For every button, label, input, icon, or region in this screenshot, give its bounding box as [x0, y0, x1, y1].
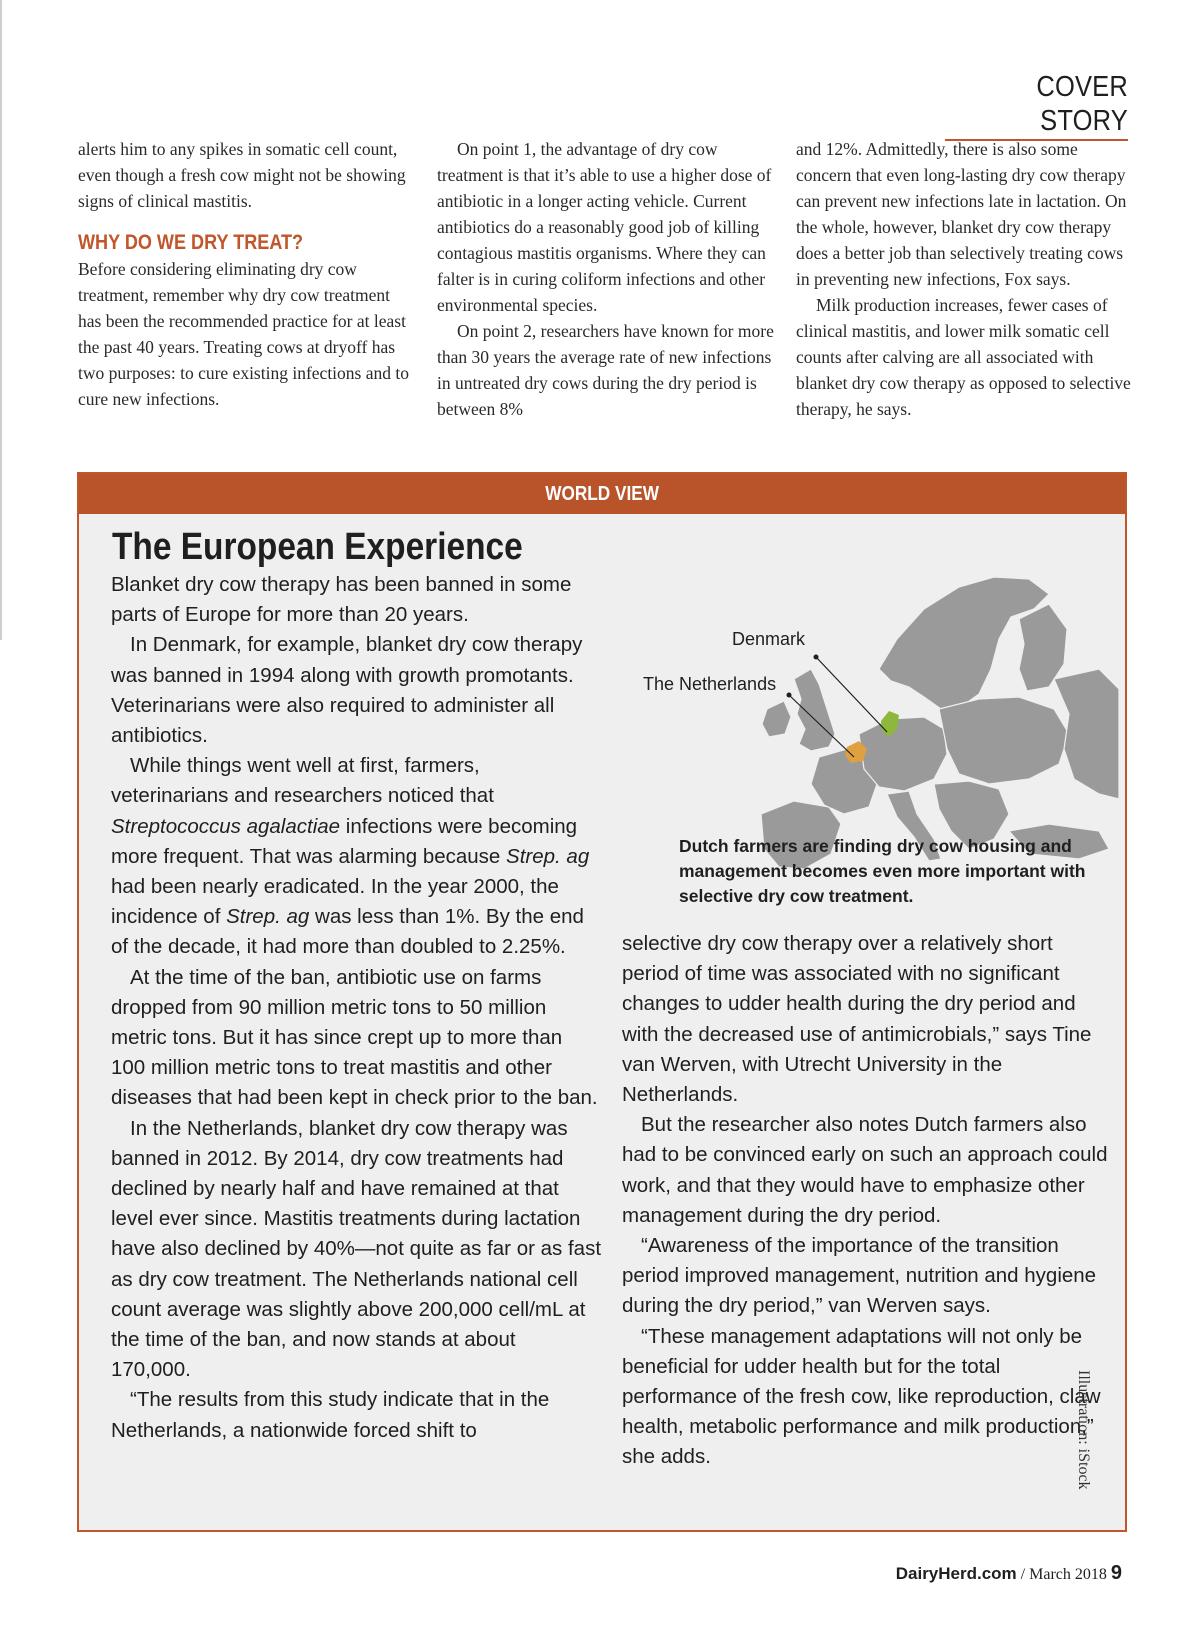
- page-footer: [896, 1562, 1122, 1585]
- eastern-europe-shape: [939, 697, 1069, 784]
- great-britain-shape: [794, 669, 835, 751]
- map-caption: Dutch farmers are finding dry cow housing and management becomes even more important with selective dry cow treatment.: [679, 836, 1086, 906]
- ireland-shape: [762, 701, 791, 737]
- sidebar-paragraph: In Denmark, for example, blanket dry cow therapy was banned in 1994 along with growth promotants. Veterinarians were also required to administer all antibiotics.: [111, 633, 583, 748]
- article-paragraph: alerts him to any spikes in somatic cell count, even though a fresh cow might not be showing signs of clinical mastitis.: [78, 139, 406, 211]
- sidebar-paragraph: “Awareness of the importance of the transition period improved management, nutrition and hygiene during the dry period,” van Werven says.: [622, 1234, 1097, 1318]
- sidebar-paragraph: “The results from this study indicate that in the Netherlands, a nationwide forced shift to: [111, 1388, 550, 1442]
- sidebar-paragraph: But the researcher also notes Dutch farmers also had to be convinced early on such an approach could work, and that they would have to emphasize other management during the dry period.: [622, 1113, 1108, 1227]
- article-paragraph: On point 2, researchers have known for more than 30 years the average rate of new infections in untreated dry cows during the dry period is between 8%: [437, 321, 774, 419]
- sidebar-paragraph: selective dry cow therapy over a relatively short period of time was associated with no significant changes to udder health during the dry period and with the decreased use of antimicrobials,” says Tine van Werven, with Utrecht University in the Netherlands.: [622, 932, 1092, 1107]
- article-paragraph: On point 1, the advantage of dry cow treatment is that it’s able to use a higher dose of antibiotic in a longer acting vehicle. Current antibiotics do a reasonably good job of killing contagious mastitis organisms. Where they can falter is in curing coliform infections and other environmental species.: [437, 139, 772, 315]
- europe-map: [579, 569, 1119, 919]
- sidebar-column-left: [111, 570, 601, 1446]
- article-paragraph: Milk production increases, fewer cases of clinical mastitis, and lower milk somatic cell counts after calving are all associated with blanket dry cow therapy as opposed to selective therapy, he says.: [796, 295, 1131, 419]
- article-column-3: [796, 136, 1134, 422]
- sidebar-paragraph: At the time of the ban, antibiotic use on farms dropped from 90 million metric tons to 50 million metric tons. But it has since crept up to more than 100 million metric tons to treat mastitis and other diseases that had been kept in check prior to the ban.: [111, 965, 598, 1110]
- netherlands-leader-dot: [787, 693, 792, 698]
- sidebar-paragraph: In the Netherlands, blanket dry cow therapy was banned in 2012. By 2014, dry cow treatments had declined by nearly half and have remained at that level ever since. Mastitis treatments during lactation have also declined by 40%—not quite as far or as fast as dry cow treatment. The Netherlands national cell count average was slightly above 200,000 cell/mL at the time of the ban, and now stands at about 170,000.: [111, 1116, 602, 1382]
- article-subhead: WHY DO WE DRY TREAT?: [78, 231, 304, 254]
- sidebar-title: The European Experience: [112, 526, 523, 568]
- footer-site: DairyHerd.com: [895, 1564, 1017, 1583]
- article-column-2: [437, 136, 775, 422]
- article-column-1: [78, 136, 416, 412]
- illustration-credit: Illustration: iStock: [1075, 1370, 1092, 1490]
- sidebar-column-right: [622, 929, 1112, 1473]
- article-paragraph: and 12%. Admittedly, there is also some concern that even long-lasting dry cow therapy can prevent new infections late in lactation. On the whole, however, blanket dry cow therapy does a better job than selectively treating cows in preventing new infections, Fox says.: [796, 139, 1127, 289]
- sidebar-header: [79, 474, 1125, 514]
- sidebar-paragraph: Blanket dry cow therapy has been banned in some parts of Europe for more than 20 years.: [111, 573, 572, 627]
- article-paragraph: Before considering eliminating dry cow treatment, remember why dry cow treatment has been the recommended practice for at least the past 40 years. Treating cows at dryoff has two purposes: to cure existing infections and to cure new infections.: [78, 259, 409, 409]
- sidebar-paragraph: While things went well at first, farmers, veterinarians and researchers noticed that Streptococcus agalactiae infections were becoming more frequent. That was alarming because Strep. ag had been nearly eradicated. In the year 2000, the incidence of Strep. ag was less than 1%. By the end of the decade, it had more than doubled to 2.25%.: [111, 754, 590, 959]
- map-label-netherlands: The Netherlands: [643, 674, 777, 694]
- map-label-denmark: Denmark: [732, 629, 806, 649]
- world-view-sidebar: [77, 472, 1127, 1532]
- section-label: COVER STORY: [945, 70, 1128, 141]
- sidebar-paragraph: “These management adaptations will not only be beneficial for udder health but for the total performance of the fresh cow, like reproduction, claw health, metabolic performance and milk production,” she adds.: [622, 1324, 1101, 1469]
- denmark-leader-dot: [814, 655, 819, 660]
- footer-date: / March 2018: [1016, 1566, 1111, 1583]
- page-number: 9: [1110, 1562, 1122, 1584]
- europe-land: [761, 577, 1119, 869]
- page-edge-line: [0, 0, 2, 640]
- sidebar-header-label: WORLD VIEW: [545, 483, 659, 505]
